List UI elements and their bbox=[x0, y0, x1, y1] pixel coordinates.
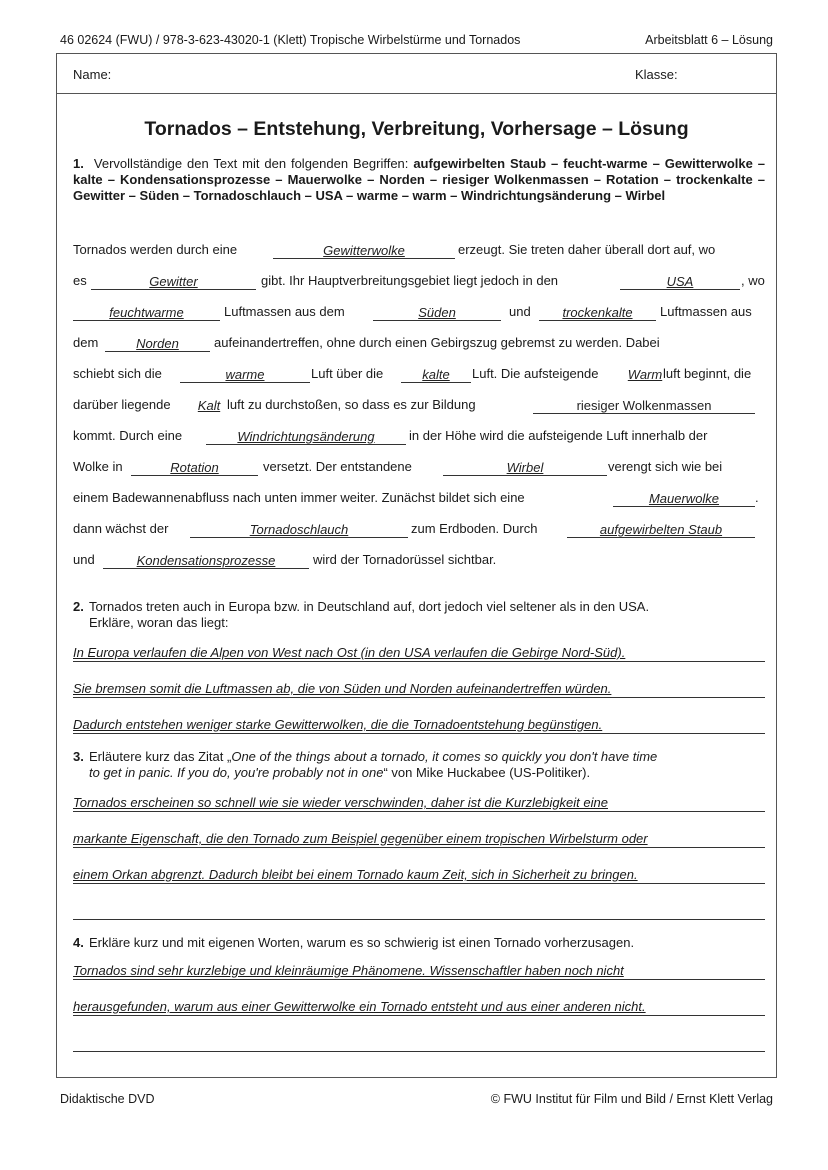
name-row bbox=[57, 54, 776, 94]
cloze-answer-text: Warm bbox=[627, 367, 663, 382]
answer-text: Tornados erscheinen so schnell wie sie wieder verschwinden, daher ist die Kurzlebigkeit eine bbox=[73, 795, 608, 810]
answer-text: Sie bremsen somit die Luftmassen ab, die von Süden und Norden aufeinandertreffen würden. bbox=[73, 681, 612, 696]
cloze-answer bbox=[620, 273, 740, 290]
q4-number: 4. bbox=[73, 935, 84, 950]
answer-line bbox=[73, 680, 765, 698]
cloze-text-segment: dann wächst der bbox=[73, 521, 169, 536]
cloze-answer bbox=[533, 397, 755, 414]
q3-quote-1: One of the things about a tornado, it comes so quickly you don't have time bbox=[231, 749, 658, 764]
q2-text: Tornados treten auch in Europa bzw. in Deutschland auf, dort jedoch viel seltener als in den USA. bbox=[89, 599, 650, 614]
cloze-answer bbox=[91, 273, 256, 290]
answer-line bbox=[73, 866, 765, 884]
header-right: Arbeitsblatt 6 – Lösung bbox=[645, 33, 773, 47]
cloze-answer bbox=[73, 304, 220, 321]
cloze-text-segment: es bbox=[73, 273, 87, 288]
cloze-answer bbox=[613, 490, 755, 507]
answer-line bbox=[73, 794, 765, 812]
cloze-line bbox=[73, 366, 765, 386]
q1-number: 1. bbox=[73, 156, 84, 171]
answer-text: herausgefunden, warum aus einer Gewitterwolke ein Tornado entsteht und aus einer anderen nicht. bbox=[73, 999, 646, 1014]
answer-line bbox=[73, 998, 765, 1016]
cloze-text-segment: und bbox=[509, 304, 531, 319]
cloze-text-segment: versetzt. Der entstandene bbox=[263, 459, 412, 474]
cloze-answer-text: trockenkalte bbox=[562, 305, 633, 320]
cloze-text-segment: verengt sich wie bei bbox=[608, 459, 723, 474]
cloze-text-segment: . bbox=[755, 490, 759, 505]
cloze-answer-text: Süden bbox=[418, 305, 456, 320]
q2-text-2: Erkläre, woran das liegt: bbox=[89, 615, 229, 630]
answer-text: In Europa verlaufen die Alpen von West nach Ost (in den USA verlaufen die Gebirge Nord-Süd). bbox=[73, 645, 626, 660]
cloze-answer-text: Gewitterwolke bbox=[323, 243, 405, 258]
answer-text: einem Orkan abgrenzt. Dadurch bleibt bei einem Tornado kaum Zeit, sich in Sicherheit zu bringen. bbox=[73, 867, 638, 882]
cloze-line bbox=[73, 273, 765, 293]
question-1 bbox=[73, 156, 765, 204]
page-header bbox=[60, 33, 773, 47]
cloze-text-segment: Luftmassen aus bbox=[660, 304, 752, 319]
answer-line bbox=[73, 962, 765, 980]
q4-text: Erkläre kurz und mit eigenen Worten, warum es so schwierig ist einen Tornado vorherzusagen. bbox=[89, 935, 635, 950]
cloze-text-segment: luft beginnt, die bbox=[663, 366, 752, 381]
cloze-text-segment: einem Badewannenabfluss nach unten immer weiter. Zunächst bildet sich eine bbox=[73, 490, 525, 505]
answer-text: Dadurch entstehen weniger starke Gewitterwolken, die die Tornadoentstehung begünstigen. bbox=[73, 717, 603, 732]
cloze-line bbox=[73, 552, 765, 572]
cloze-text-segment: darüber liegende bbox=[73, 397, 171, 412]
cloze-answer-text: Kondensationsprozesse bbox=[136, 553, 276, 568]
cloze-answer-text: aufgewirbelten Staub bbox=[599, 522, 723, 537]
cloze-text-segment: in der Höhe wird die aufsteigende Luft innerhalb der bbox=[409, 428, 708, 443]
q3-number: 3. bbox=[73, 749, 84, 764]
footer-left: Didaktische DVD bbox=[60, 1092, 155, 1106]
answer-line bbox=[73, 1034, 765, 1052]
cloze-text-segment: Luft über die bbox=[311, 366, 384, 381]
cloze-text-segment: erzeugt. Sie treten daher überall dort auf, wo bbox=[458, 242, 716, 257]
cloze-answer bbox=[567, 521, 755, 538]
q3-text-pre: Erläutere kurz das Zitat „ bbox=[89, 749, 232, 764]
cloze-answer bbox=[539, 304, 656, 321]
q2-number: 2. bbox=[73, 599, 84, 614]
cloze-answer bbox=[443, 459, 607, 476]
cloze-answer-text: feuchtwarme bbox=[109, 305, 184, 320]
cloze-text-segment: Wolke in bbox=[73, 459, 123, 474]
cloze-answer-text: kalte bbox=[422, 367, 450, 382]
worksheet-frame bbox=[56, 53, 777, 1078]
cloze-text-segment: wird der Tornadorüssel sichtbar. bbox=[313, 552, 497, 567]
cloze-answer-text: riesiger Wolkenmassen bbox=[576, 398, 712, 413]
cloze-text-segment: Luft. Die aufsteigende bbox=[472, 366, 599, 381]
cloze-answer bbox=[373, 304, 501, 321]
question-4 bbox=[73, 935, 765, 951]
cloze-text-segment: Tornados werden durch eine bbox=[73, 242, 238, 257]
cloze-answer bbox=[131, 459, 258, 476]
cloze-line bbox=[73, 335, 765, 355]
answer-line bbox=[73, 716, 765, 734]
cloze-answer bbox=[190, 521, 408, 538]
answer-text: Tornados sind sehr kurzlebige und kleinräumige Phänomene. Wissenschaftler haben noch nicht bbox=[73, 963, 624, 978]
cloze-answer-text: Gewitter bbox=[149, 274, 198, 289]
cloze-answer-text: Rotation bbox=[170, 460, 219, 475]
cloze-answer-text: USA bbox=[666, 274, 694, 289]
cloze-line bbox=[73, 242, 765, 262]
cloze-answer-text: Tornadoschlauch bbox=[249, 522, 349, 537]
cloze-line bbox=[73, 490, 765, 510]
name-label: Name: bbox=[73, 67, 112, 82]
header-left: 46 02624 (FWU) / 978-3-623-43020-1 (Klett) Tropische Wirbelstürme und Tornados bbox=[60, 33, 521, 47]
cloze-text-segment: und bbox=[73, 552, 95, 567]
cloze-text-segment: Luftmassen aus dem bbox=[224, 304, 345, 319]
cloze-answer bbox=[625, 366, 665, 383]
cloze-answer bbox=[105, 335, 210, 352]
cloze-answer-text: Norden bbox=[136, 336, 179, 351]
page-footer bbox=[60, 1092, 773, 1106]
cloze-answer bbox=[103, 552, 309, 569]
question-2 bbox=[73, 599, 765, 631]
q1-terms: aufgewirbelten Staub – feucht-warme – Gewitterwolke – kalte – Kondensationsprozesse – Mauerwolke – Norden – riesiger Wolkenmassen – Rotation – trockenkalte – Gewitter – Süden – Tornadoschlauch – USA – warme – warm – Windrichtungsänderung – Wirbel bbox=[73, 156, 765, 203]
q3-quote-2: to get in panic. If you do, you're probably not in one bbox=[89, 765, 384, 780]
page-title: Tornados – Entstehung, Verbreitung, Vorhersage – Lösung bbox=[144, 118, 689, 140]
cloze-text-segment: dem bbox=[73, 335, 99, 350]
cloze-text-segment: aufeinandertreffen, ohne durch einen Gebirgszug gebremst zu werden. Dabei bbox=[214, 335, 660, 350]
q3-text-post: “ von Mike Huckabee (US-Politiker). bbox=[383, 765, 591, 780]
cloze-answer bbox=[401, 366, 471, 383]
klasse-label: Klasse: bbox=[635, 67, 678, 82]
answer-text: markante Eigenschaft, die den Tornado zum Beispiel gegenüber einem tropischen Wirbelsturm oder bbox=[73, 831, 648, 846]
cloze-answer-text: warme bbox=[225, 367, 265, 382]
cloze-text-segment: gibt. Ihr Hauptverbreitungsgebiet liegt jedoch in den bbox=[261, 273, 559, 288]
cloze-text-segment: schiebt sich die bbox=[73, 366, 162, 381]
cloze-line bbox=[73, 521, 765, 541]
footer-right: © FWU Institut für Film und Bild / Ernst Klett Verlag bbox=[490, 1092, 773, 1106]
cloze-text-segment: zum Erdboden. Durch bbox=[411, 521, 538, 536]
cloze-answer-text: Windrichtungsänderung bbox=[237, 429, 375, 444]
cloze-answer-text: Kalt bbox=[197, 398, 221, 413]
cloze-answer bbox=[206, 428, 406, 445]
cloze-answer-text: Mauerwolke bbox=[648, 491, 720, 506]
cloze-line bbox=[73, 428, 765, 448]
question-3 bbox=[73, 749, 765, 781]
cloze-answer-text: Wirbel bbox=[506, 460, 544, 475]
cloze-text-segment: , wo bbox=[741, 273, 765, 288]
cloze-text-segment: kommt. Durch eine bbox=[73, 428, 183, 443]
cloze-line bbox=[73, 459, 765, 479]
answer-line bbox=[73, 830, 765, 848]
cloze-text-segment: luft zu durchstoßen, so dass es zur Bildung bbox=[227, 397, 476, 412]
answer-line bbox=[73, 644, 765, 662]
cloze-line bbox=[73, 304, 765, 324]
cloze-line bbox=[73, 397, 765, 417]
q1-intro: Vervollständige den Text mit den folgenden Begriffen: bbox=[93, 156, 409, 171]
cloze-answer bbox=[180, 366, 310, 383]
cloze-answer bbox=[190, 397, 228, 414]
cloze-answer bbox=[273, 242, 455, 259]
answer-line bbox=[73, 902, 765, 920]
